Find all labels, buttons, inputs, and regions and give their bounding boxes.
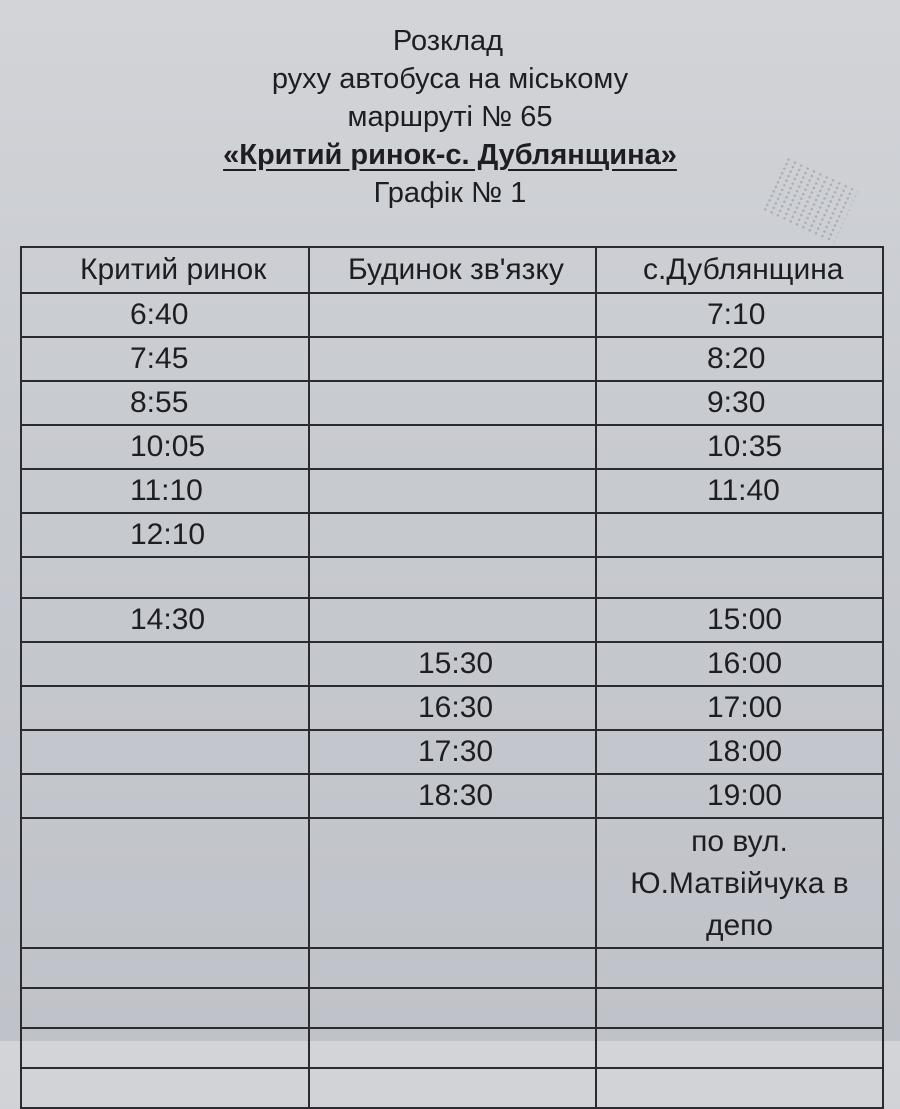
depot-note: по вул. Ю.Матвійчука в депо [596, 818, 883, 948]
timetable-header-row [21, 247, 883, 293]
cell-dublianshchyna [596, 988, 883, 1028]
table-row [21, 337, 883, 381]
cell-dublianshchyna [596, 557, 883, 598]
column-header-dublianshchyna: с.Дублянщина [596, 247, 883, 293]
cell-budynok-zviazku [309, 381, 596, 425]
table-row [21, 818, 883, 948]
table-row [21, 686, 883, 730]
cell-krytyi-rynok [21, 1068, 309, 1108]
cell-budynok-zviazku [309, 1068, 596, 1108]
cell-krytyi-rynok [21, 557, 309, 598]
cell-dublianshchyna: 18:00 [596, 730, 883, 774]
cell-budynok-zviazku [309, 1028, 596, 1068]
cell-dublianshchyna: 17:00 [596, 686, 883, 730]
cell-budynok-zviazku [309, 425, 596, 469]
timetable [20, 246, 884, 1109]
cell-dublianshchyna [596, 513, 883, 557]
cell-budynok-zviazku: 15:30 [309, 642, 596, 686]
cell-dublianshchyna [596, 948, 883, 988]
cell-dublianshchyna [596, 1068, 883, 1108]
column-header-budynok-zviazku: Будинок зв'язку [309, 247, 596, 293]
cell-dublianshchyna [596, 1028, 883, 1068]
table-row [21, 293, 883, 337]
cell-krytyi-rynok: 14:30 [21, 598, 309, 642]
table-row [21, 381, 883, 425]
cell-budynok-zviazku [309, 293, 596, 337]
header-subtitle: руху автобуса на міському [271, 63, 629, 95]
cell-budynok-zviazku [309, 337, 596, 381]
table-row [21, 642, 883, 686]
cell-dublianshchyna: 15:00 [596, 598, 883, 642]
cell-krytyi-rynok: 10:05 [21, 425, 309, 469]
table-row [21, 730, 883, 774]
cell-budynok-zviazku [309, 469, 596, 513]
cell-krytyi-rynok [21, 988, 309, 1028]
cell-budynok-zviazku [309, 598, 596, 642]
cell-budynok-zviazku [309, 818, 596, 948]
table-row [21, 774, 883, 818]
cell-krytyi-rynok [21, 686, 309, 730]
header-route-number: маршруті № 65 [347, 101, 553, 133]
table-row [21, 1068, 883, 1108]
table-row [21, 425, 883, 469]
cell-krytyi-rynok [21, 730, 309, 774]
cell-budynok-zviazku [309, 988, 596, 1028]
cell-dublianshchyna: 9:30 [596, 381, 883, 425]
cell-krytyi-rynok [21, 1028, 309, 1068]
table-row [21, 469, 883, 513]
table-row [21, 598, 883, 642]
cell-budynok-zviazku: 16:30 [309, 686, 596, 730]
cell-dublianshchyna: 19:00 [596, 774, 883, 818]
table-row [21, 1028, 883, 1068]
cell-budynok-zviazku: 17:30 [309, 730, 596, 774]
header-title: Розклад [392, 25, 504, 57]
cell-budynok-zviazku [309, 513, 596, 557]
column-header-krytyi-rynok: Критий ринок [21, 247, 309, 293]
cell-krytyi-rynok [21, 774, 309, 818]
cell-budynok-zviazku [309, 948, 596, 988]
table-row [21, 557, 883, 598]
cell-dublianshchyna: 7:10 [596, 293, 883, 337]
cell-krytyi-rynok: 11:10 [21, 469, 309, 513]
cell-budynok-zviazku [309, 557, 596, 598]
cell-krytyi-rynok: 6:40 [21, 293, 309, 337]
cell-krytyi-rynok [21, 818, 309, 948]
cell-dublianshchyna: 10:35 [596, 425, 883, 469]
cell-dublianshchyna: 8:20 [596, 337, 883, 381]
cell-krytyi-rynok [21, 948, 309, 988]
cell-krytyi-rynok: 8:55 [21, 381, 309, 425]
schedule-header [0, 22, 900, 212]
cell-dublianshchyna: 16:00 [596, 642, 883, 686]
table-row [21, 948, 883, 988]
header-route-name: «Критий ринок-с. Дублянщина» [223, 139, 677, 171]
table-row [21, 988, 883, 1028]
header-schedule-number: Графік № 1 [373, 177, 527, 209]
cell-krytyi-rynok [21, 642, 309, 686]
cell-krytyi-rynok: 12:10 [21, 513, 309, 557]
cell-dublianshchyna: 11:40 [596, 469, 883, 513]
cell-krytyi-rynok: 7:45 [21, 337, 309, 381]
cell-budynok-zviazku: 18:30 [309, 774, 596, 818]
table-row [21, 513, 883, 557]
